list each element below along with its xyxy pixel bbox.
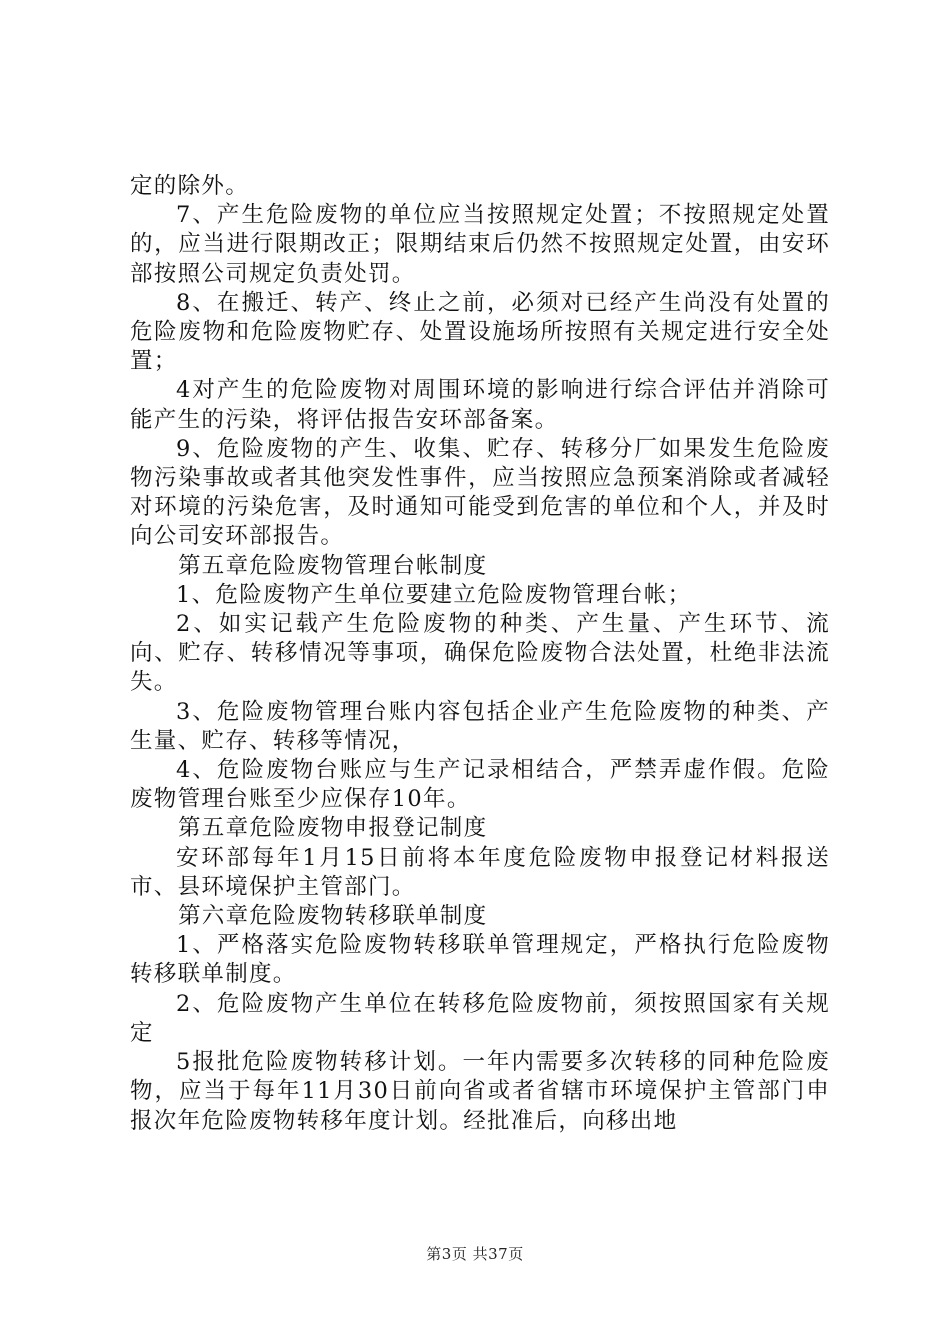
paragraph-ledger-1: 1、危险废物产生单位要建立危险废物管理台帐； (176, 581, 692, 608)
paragraph-item-7: 7、产生危险废物的单位应当按照规定处置；不按照规定处置的，应当进行限期改正；限期结束后仍然不按照规定处置，由安环部按照公司规定负责处罚。 (130, 202, 830, 287)
paragraph-transfer-1: 1、严格落实危险废物转移联单管理规定，严格执行危险废物转移联单制度。 (130, 932, 830, 988)
paragraph-declaration: 安环部每年1月15日前将本年度危险废物申报登记材料报送市、县环境保护主管部门。 (130, 844, 830, 900)
paragraph-ledger-3: 3、危险废物管理台账内容包括企业产生危险废物的种类、产生量、贮存、转移等情况， (130, 698, 830, 754)
page-number-footer: 第3页 共37页 (426, 1245, 524, 1263)
chapter-heading-ledger: 第五章危险废物管理台帐制度 (178, 552, 488, 579)
paragraph-item-8: 8、在搬迁、转产、终止之前，必须对已经产生尚没有处置的危险废物和危险废物贮存、处置设施场所按照有关规定进行安全处置； (130, 289, 830, 375)
paragraph-transfer-plan: 5报批危险废物转移计划。一年内需要多次转移的同种危险废物，应当于每年11月30日前向省或者省辖市环境保护主管部门申报次年危险废物转移年度计划。经批准后，向移出地 (130, 1049, 830, 1134)
paragraph-continuation: 定的除外。 (130, 173, 250, 199)
paragraph-ledger-4: 4、危险废物台账应与生产记录相结合，严禁弄虚作假。危险废物管理台账至少应保存10年。 (130, 757, 830, 813)
chapter-heading-transfer: 第六章危险废物转移联单制度 (178, 903, 488, 930)
paragraph-item-4-assessment: 4对产生的危险废物对周围环境的影响进行综合评估并消除可能产生的污染，将评估报告安环部备案。 (130, 377, 830, 433)
document-body (130, 172, 830, 1136)
chapter-heading-declaration: 第五章危险废物申报登记制度 (178, 815, 488, 842)
paragraph-transfer-2: 2、危险废物产生单位在转移危险废物前，须按照国家有关规定 (130, 990, 830, 1046)
paragraph-item-9: 9、危险废物的产生、收集、贮存、转移分厂如果发生危险废物污染事故或者其他突发性事件，应当按照应急预案消除或者减轻对环境的污染危害，及时通知可能受到危害的单位和个人，并及时向公司安环部报告。 (130, 435, 830, 550)
paragraph-ledger-2: 2、如实记载产生危险废物的种类、产生量、产生环节、流向、贮存、转移情况等事项，确保危险废物合法处置，杜绝非法流失。 (130, 611, 830, 696)
